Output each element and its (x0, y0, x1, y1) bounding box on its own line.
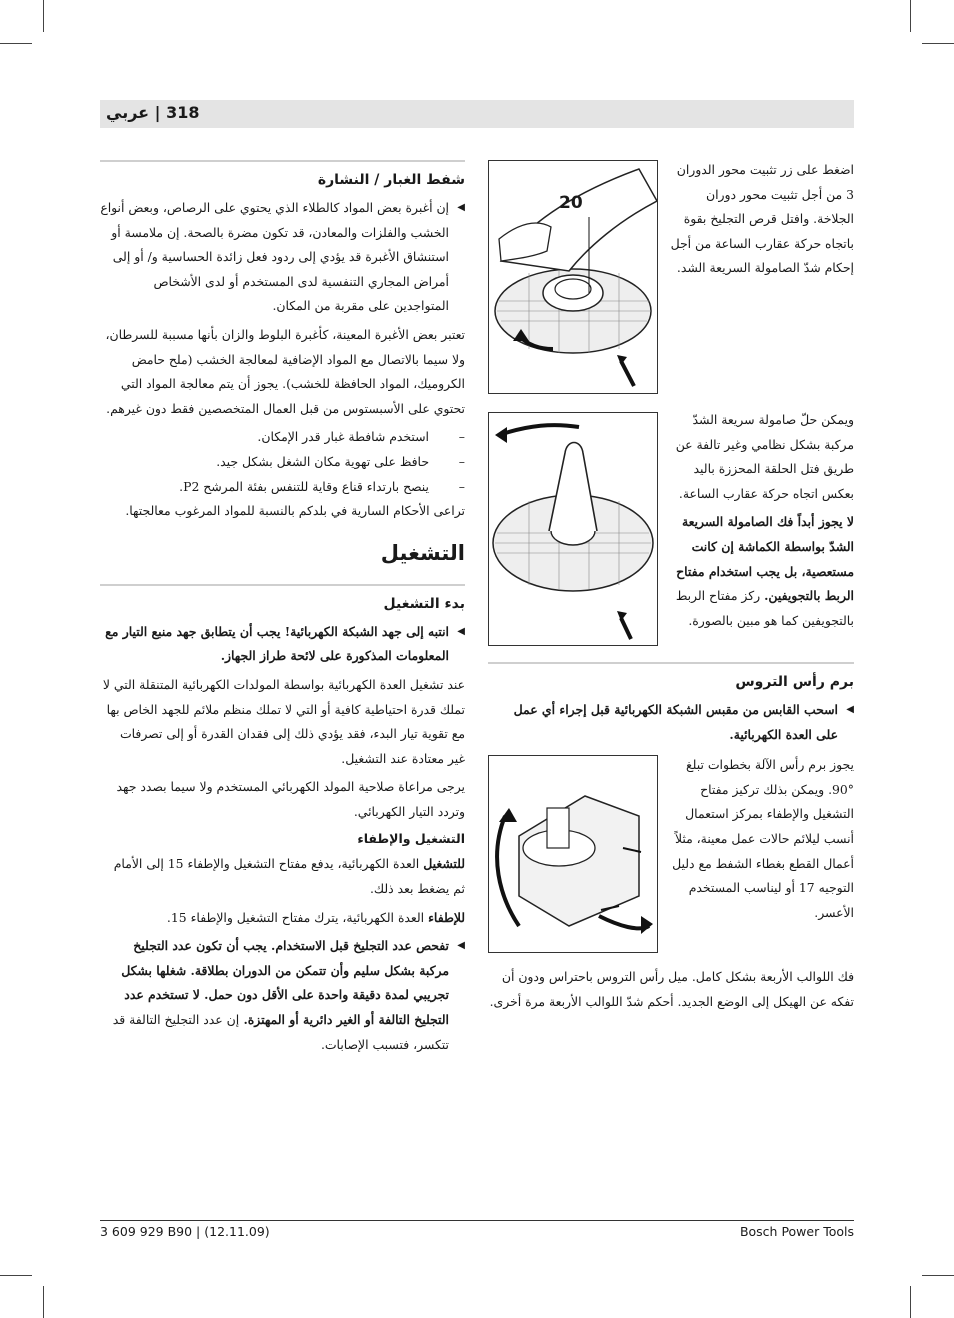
footer-rule (100, 1220, 854, 1221)
operation-heading: التشغيل (380, 540, 465, 565)
right-column (488, 152, 854, 1018)
header-language: عربي (106, 103, 150, 122)
figure-row-2 (488, 400, 854, 652)
footer-doc-number: 3 609 929 B90 | (12.11.09) (100, 1224, 270, 1239)
figure-gear-head (488, 755, 658, 953)
figure-two-pin-spanner (488, 412, 658, 646)
unplug-warning: ◀ اسحب القابس من مقبس الشبكة الكهربائية قبل إجراء أي عمل على العدة الكهربائية. (488, 698, 854, 747)
crop-mark (910, 0, 911, 32)
startup-heading: بدء التشغيل (383, 595, 465, 612)
switch-on-paragraph: للتشغيل العدة الكهربائية، يدفع مفتاح التشغيل والإطفاء 15 إلى الأمام ثم يضغط بعد ذلك. (113, 856, 465, 897)
gear-head-illustration (489, 756, 657, 952)
figure-spindle-lock (488, 160, 658, 394)
crop-mark (910, 1286, 911, 1318)
page-header: 318 | عربي (106, 103, 200, 122)
list-item: – استخدم شافطة غبار قدر الإمكان. (257, 429, 465, 445)
figure-row-3 (488, 751, 854, 965)
page-number: 318 (166, 103, 200, 122)
dust-warning-text: إن أغبرة بعض المواد كالطلاء الذي يحتوي على الرصاص، وبعض أنواع الخشب والفلزات والمعادن، قد تكون مضرة بالصحة. إن ملامسة أو استنشاق الأغبرة قد يؤدي إلى ردود فعل زائدة الحساسية و/ أو إلى أمراض المجاري التنفسية لدى المستخدم أو لدى الأشخاص المتواجدين على مقربة من المكان. (100, 200, 449, 314)
crop-mark (43, 0, 44, 32)
generator-paragraph-2: يرجى مراعاة صلاحية المولد الكهربائي المستخدم ولا سيما بصدد جهد وتردد التيار الكهربائي. (116, 779, 465, 819)
list-item: – حافظ على تهوية مكان الشغل بشكل جيد. (216, 453, 465, 469)
list-item: – ينصح بارتداء قناع وقاية للتنفس بفئة المرشح P2. (179, 478, 465, 494)
callout-label: 20 (559, 193, 583, 213)
warning-triangle-icon: ◀ (846, 704, 854, 715)
crop-mark (922, 43, 954, 44)
check-tools-warning: ◀ تفحص عدد التجليخ قبل الاستخدام. يجب أن تكون عدد التجليخ مركبة بشكل سليم وأن تتمكن من الدوران بطلاقة. شغلها بشكل تجريبي لمدة دقيقة واحدة على الأقل دون حمل. لا تستخدم عدد التجليخ التالفة أو الغير دائرية أو المهتزة. إن عدد التجليخ التالفة قد تتكسر، فتسبب الإصابات. (100, 934, 465, 1057)
crop-mark (922, 1275, 954, 1276)
figure-1-text: اضغط على زر تثبيت محور الدوران 3 من أجل تثبيت محور دوران الجلاخة. وافتل قرص التجليخ بقوة باتجاه حركة عقارب الساعة من أجل إحكام شدّ الصامولة السريعة الشد. (670, 162, 854, 276)
generator-paragraph: عند تشغيل العدة الكهربائية بواسطة المولدات الكهربائية المتنقلة التي لا تملك قدرة احتياطية كافية أو التي لا تملك منظم ملائم للجهد الخاص بها مع تقوية تيار البدء، فقد يؤدي ذلك إلى فقدان القدرة أو إلى تصرفات غير معتادة عند التشغيل. (102, 676, 465, 766)
dust-regulations: تراعى الأحكام السارية في بلدكم بالنسبة للمواد المرغوب معالجتها. (125, 503, 465, 519)
spanner-illustration (489, 413, 657, 645)
figure-row-1 (488, 152, 854, 400)
footer-brand: Bosch Power Tools (739, 1224, 854, 1239)
gearhead-heading: برم رأس التروس (735, 674, 854, 690)
section-rule (100, 584, 465, 586)
warning-triangle-icon: ◀ (457, 625, 465, 637)
figure-3-text: يجوز برم رأس الآلة بخطوات تبلغ °90. ويمكن بذلك تركيز مفتاح التشغيل والإطفاء بمركز استعمال أنسب ليلائم حالات عمل معينة، مثلاً أعمال القطع بغطاء الشفط مع دليل التوجيه 17 أو ليناسب المستخدم الأعسر. (672, 757, 854, 920)
dust-warning (100, 196, 465, 319)
warning-triangle-icon: ◀ (457, 940, 465, 952)
onoff-heading: التشغيل والإطفاء (357, 831, 465, 847)
figure-2-text: ويمكن حلّ صامولة سريعة الشدّ مركبة بشكل نظامي وغير تالفة عن طريق فتل الحلقة المحززة باليد بعكس اتجاه حركة عقارب الساعة. لا يجوز أبداً فك الصامولة السريعة الشدّ بواسطة الكماشة إن كانت مستعصية، بل يجب استخدام مفتاح الربط بالتجويفين. ركز مفتاح الربط بالتجويفين كما هو مبين بالصورة. (675, 412, 854, 628)
warning-triangle-icon: ◀ (457, 202, 465, 213)
section-rule (100, 160, 465, 162)
crop-mark (0, 43, 32, 44)
crop-mark (43, 1286, 44, 1318)
voltage-warning: ◀ انتبه إلى جهد الشبكة الكهربائية! يجب أن يتطابق جهد منبع التيار مع المعلومات المذكورة على لائحة طراز الجهاز. (100, 620, 465, 669)
dust-heading: شفط الغبار / النشارة (317, 172, 465, 188)
left-column (100, 160, 465, 1061)
switch-off-paragraph: للإطفاء العدة الكهربائية، يترك مفتاح التشغيل والإطفاء 15. (166, 909, 465, 925)
crop-mark (0, 1275, 32, 1276)
section-rule (488, 662, 854, 664)
page-header-bar (100, 100, 854, 128)
dust-paragraph: تعتبر بعض الأغبرة المعينة، كأغبرة البلوط والزان بأنها مسببة للسرطان، ولا سيما بالاتصال مع المواد الإضافية لمعالجة الخشب (ملح حامض الكروميك، المواد الحافظة للخشب). يجوز أن يتم معالجة المواد التي تحتوي على الأسبستوس من قبل العمال المتخصصين فقط دون غيرهم. (105, 326, 465, 416)
unscrew-paragraph: فك اللوالب الأربعة بشكل كامل. ميل رأس التروس باحتراس ودون أن تفكه عن الهيكل إلى الوضع الجديد. أحكم شدّ اللوالب الأربعة مرة أخرى. (489, 969, 854, 1009)
